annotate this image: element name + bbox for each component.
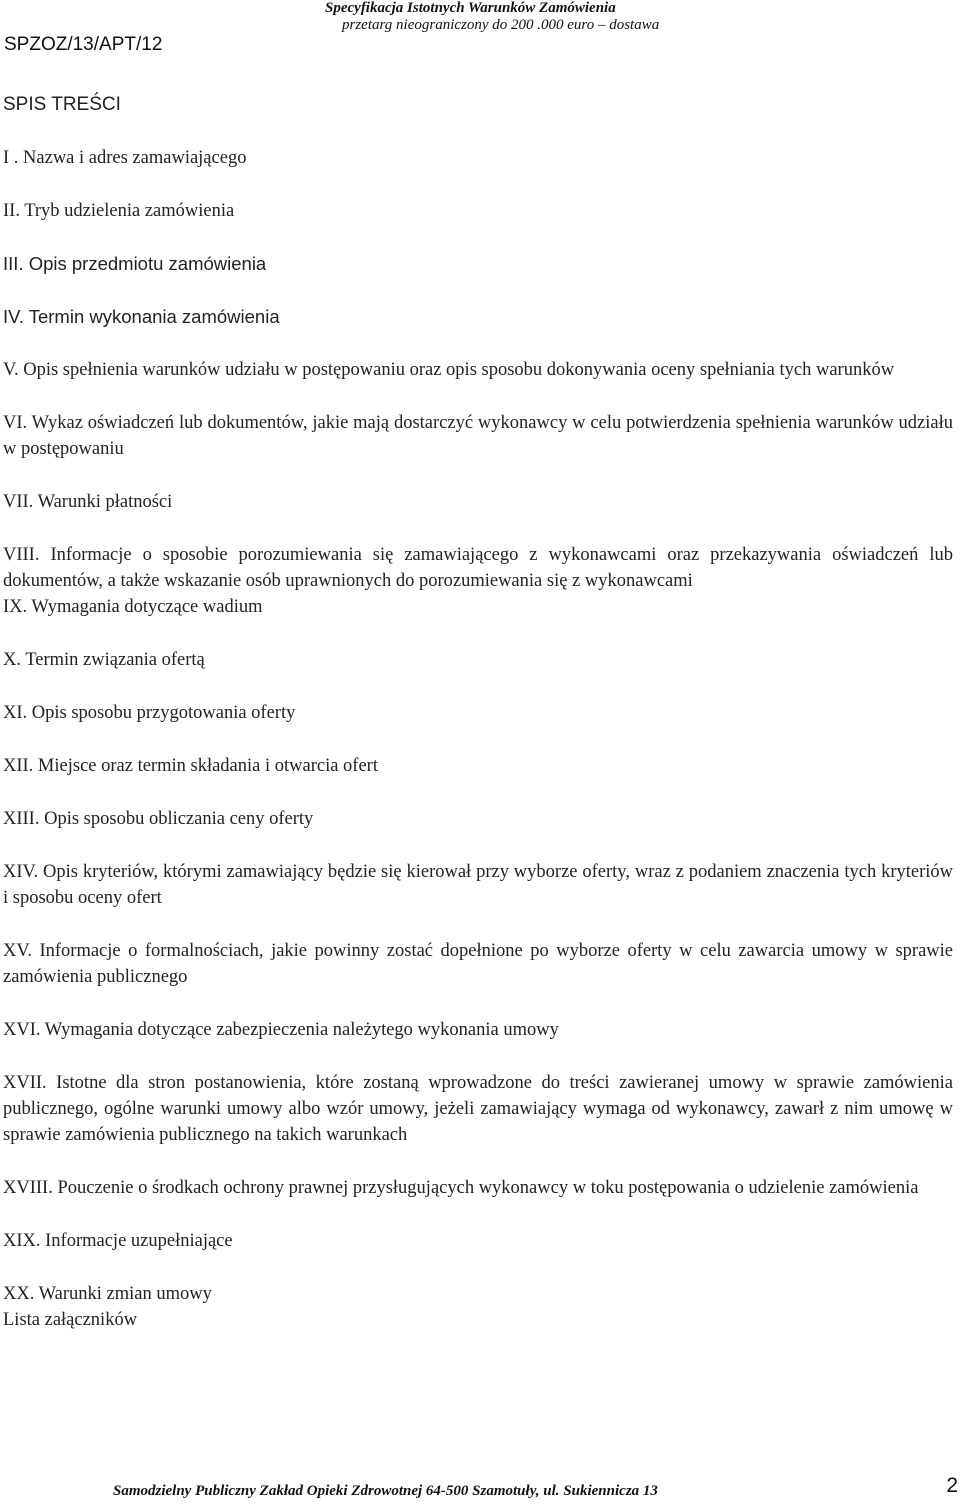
running-header bbox=[325, 0, 725, 34]
toc-item-20: XX. Warunki zmian umowy bbox=[3, 1284, 212, 1304]
document-id: SPZOZ/13/APT/12 bbox=[4, 34, 163, 55]
toc-item-19: XIX. Informacje uzupełniające bbox=[3, 1231, 233, 1251]
toc-item-6: VI. Wykaz oświadczeń lub dokumentów, jakie mają dostarczyć wykonawcy w celu potwierdzenia spełnienia warunków udziału w postępowaniu bbox=[3, 413, 953, 459]
toc-item-8: VIII. Informacje o sposobie porozumiewania się zamawiającego z wykonawcami oraz przekazywania oświadczeń lub dokumentów, a także wskazanie osób uprawnionych do porozumiewania się z wykonawcami bbox=[3, 545, 953, 591]
toc-item-17: XVII. Istotne dla stron postanowienia, które zostaną wprowadzone do treści zawieranej umowy w sprawie zamówienia publicznego, ogólne warunki umowy albo wzór umowy, jeżeli zamawiający wymaga od wykonawcy, zawarł z nim umowę w sprawie zamówienia publicznego na takich warunkach bbox=[3, 1073, 953, 1145]
toc-item-2: II. Tryb udzielenia zamówienia bbox=[3, 201, 235, 221]
toc-item-5: V. Opis spełnienia warunków udziału w postępowaniu oraz opis sposobu dokonywania oceny spełniania tych warunków bbox=[3, 360, 895, 380]
toc-item-13: XIII. Opis sposobu obliczania ceny oferty bbox=[3, 809, 314, 829]
toc-item-14: XIV. Opis kryteriów, którymi zamawiający będzie się kierował przy wyborze oferty, wraz z podaniem znaczenia tych kryteriów i sposobu oceny ofert bbox=[3, 862, 953, 908]
toc-item-16: XVI. Wymagania dotyczące zabezpieczenia należytego wykonania umowy bbox=[3, 1020, 559, 1040]
table-of-contents bbox=[3, 92, 953, 1333]
footer-address: Samodzielny Publiczny Zakład Opieki Zdrowotnej 64-500 Szamotuły, ul. Sukiennicza 13 bbox=[113, 1483, 658, 1499]
page-footer bbox=[113, 1474, 958, 1504]
toc-heading: SPIS TREŚCI bbox=[3, 94, 121, 115]
header-title: Specyfikacja Istotnych Warunków Zamówienia bbox=[325, 0, 616, 16]
toc-item-10: X. Termin związania ofertą bbox=[3, 650, 205, 670]
toc-item-15: XV. Informacje o formalnościach, jakie powinny zostać dopełnione po wyborze oferty w celu zawarcia umowy w sprawie zamówienia publicznego bbox=[3, 941, 953, 987]
header-subtitle: przetarg nieograniczony do 200 .000 euro – dostawa bbox=[342, 17, 660, 33]
toc-item-1: I . Nazwa i adres zamawiającego bbox=[3, 148, 247, 168]
toc-item-4: IV. Termin wykonania zamówienia bbox=[3, 306, 280, 327]
page-number: 2 bbox=[946, 1474, 958, 1497]
toc-item-12: XII. Miejsce oraz termin składania i otwarcia ofert bbox=[3, 756, 378, 776]
toc-item-7: VII. Warunki płatności bbox=[3, 492, 173, 512]
toc-item-11: XI. Opis sposobu przygotowania oferty bbox=[3, 703, 296, 723]
toc-item-9: IX. Wymagania dotyczące wadium bbox=[3, 597, 263, 617]
toc-item-3: III. Opis przedmiotu zamówienia bbox=[3, 253, 267, 274]
toc-item-attachments: Lista załączników bbox=[3, 1310, 138, 1330]
toc-item-18: XVIII. Pouczenie o środkach ochrony prawnej przysługujących wykonawcy w toku postępowania o udzielenie zamówienia bbox=[3, 1178, 919, 1198]
